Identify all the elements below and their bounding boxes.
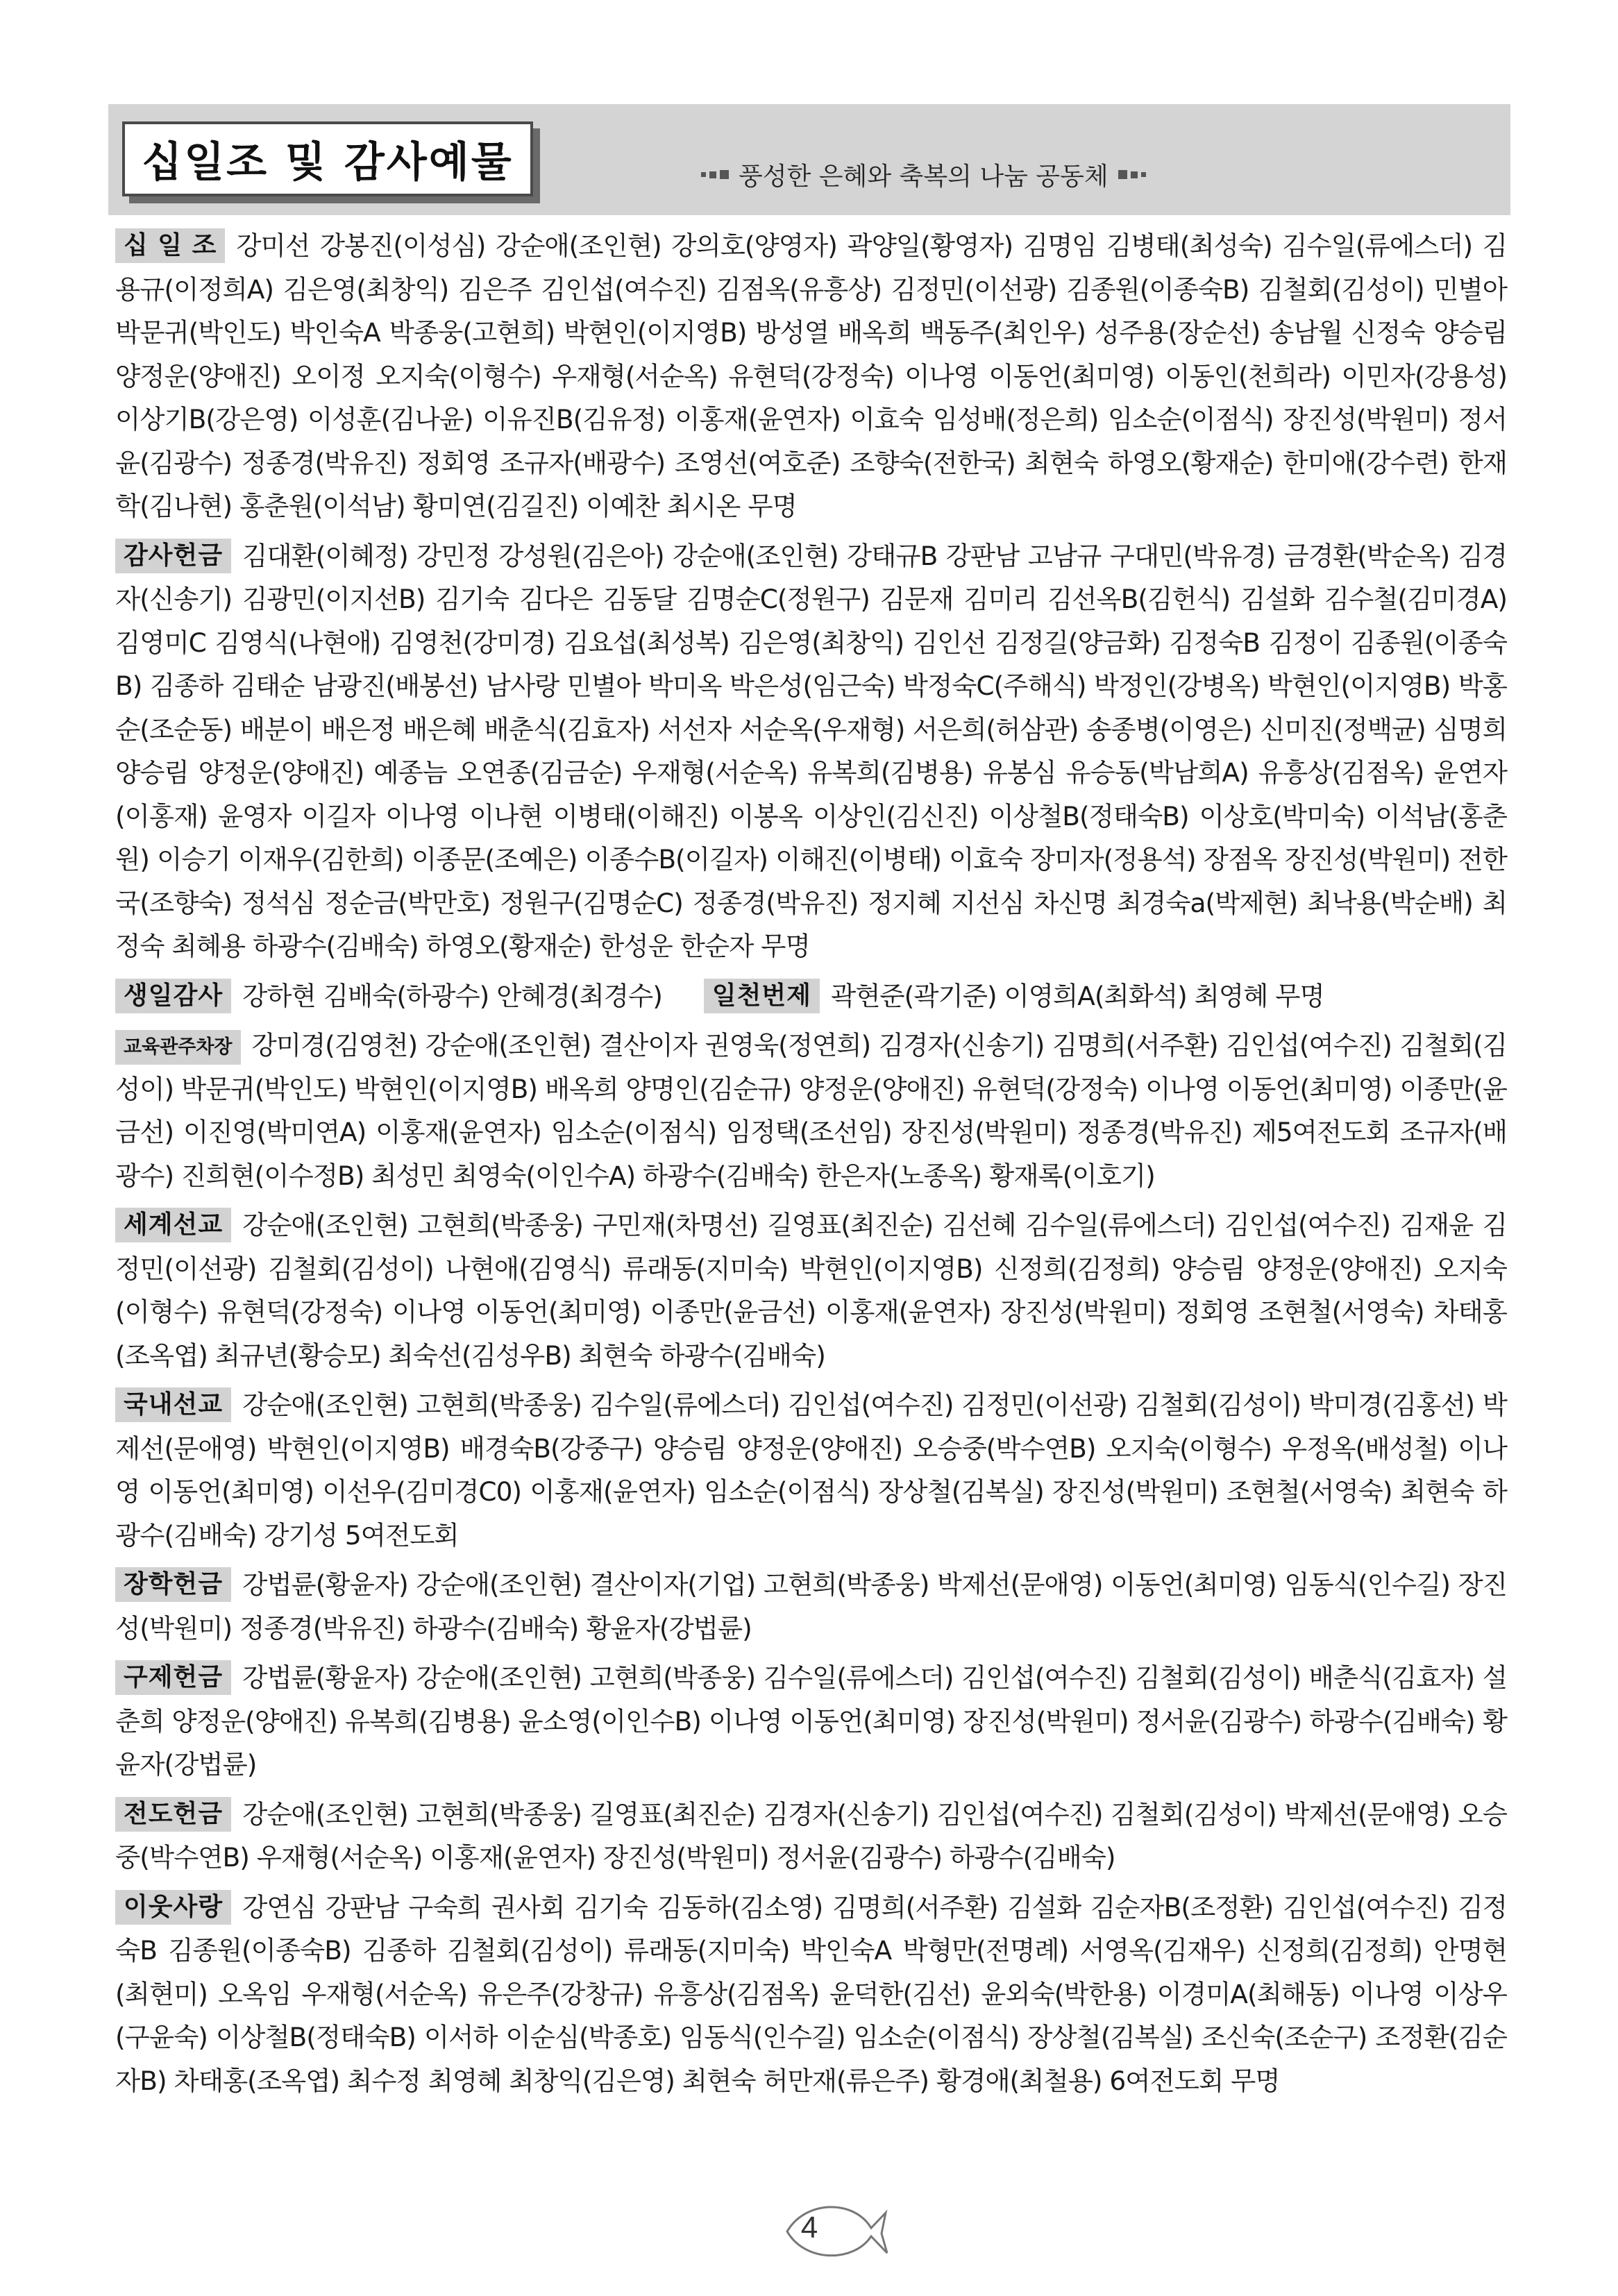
section-world-mission [115,1204,1507,1377]
section-names: 강순애(조인현) 고현희(박종웅) 구민재(차명선) 길영표(최진순) 김선혜 김수일(류에스더) 김인섭(여수진) 김재윤 김정민(이선광) 김철회(김성이) 나현애(김영식) 류래동(지미숙) 박현인(이지영B) 신정희(김정희) 양승림 양정운(양애진) 오지숙(이형수) 유현덕(강정숙) 이나영 이동언(최미영) 이종만(윤금선) 이홍재(윤연자) 장진성(박원미) 정회영 조현철(서영숙) 차태홍(조옥엽) 최규년(황승모) 최숙선(김성우B) 최현숙 하광수(김배숙) [115,1210,1507,1371]
section-names: 강법륜(황윤자) 강순애(조인현) 고현희(박종웅) 김수일(류에스더) 김인섭(여수진) 김철회(김성이) 배춘식(김효자) 설춘희 양정운(양애진) 유복희(김병용) 윤소영(이인수B) 이나영 이동언(최미영) 장진성(박원미) 정서윤(김광수) 하광수(김배숙) 황윤자(강법륜) [115,1662,1507,1780]
section-label: 교육관주차장 [115,1030,241,1065]
section-label: 국내선교 [115,1387,231,1422]
section-evangelism [115,1793,1507,1880]
section-label: 감사헌금 [115,539,231,573]
page-title: 십일조 및 감사예물 [122,121,533,196]
section-label: 이웃사랑 [115,1890,231,1925]
section-names: 강미선 강봉진(이성심) 강순애(조인현) 강의호(양영자) 곽양일(황영자) 김명임 김병태(최성숙) 김수일(류에스더) 김용규(이정희A) 김은영(최창익) 김은주 김인섭(여수진) 김점옥(유흥상) 김정민(이선광) 김종원(이종숙B) 김철회(김성이) 민별아 박문귀(박인도) 박인숙A 박종웅(고현희) 박현인(이지영B) 방성열 배옥희 백동주(최인우) 성주용(장순선) 송남월 신정숙 양승림 양정운(양애진) 오이정 오지숙(이형수) 우재형(서순옥) 유현덕(강정숙) 이나영 이동언(최미영) 이동인(천희라) 이민자(강용성) 이상기B(강은영) 이성훈(김나윤) 이유진B(김유정) 이홍재(윤연자) 이효숙 임성배(정은희) 임소순(이점식) 장진성(박원미) 정서윤(김광수) 정종경(박유진) 정회영 조규자(배광수) 조영선(여호준) 조향숙(전한국) 최현숙 하영오(황재순) 한미애(강수련) 한재학(김나현) 홍춘원(이석남) 황미연(김길진) 이예찬 최시온 무명 [115,230,1507,521]
section-names: 강순애(조인현) 고현희(박종웅) 길영표(최진순) 김경자(신송기) 김인섭(여수진) 김철회(김성이) 박제선(문애영) 오승중(박수연B) 우재형(서순옥) 이홍재(윤연자) 장진성(박원미) 정서윤(김광수) 하광수(김배숙) [115,1798,1507,1873]
left-dots-icon [701,170,729,179]
section-neighbor-love [115,1886,1507,2103]
section-names: 강하현 김배숙(하광수) 안혜경(최경수) [242,980,662,1011]
section-scholarship [115,1563,1507,1650]
section-label: 일천번제 [704,979,820,1013]
section-label: 전도헌금 [115,1797,231,1832]
section-names: 강미경(김영천) 강순애(조인현) 결산이자 권영욱(정연희) 김경자(신송기) 김명희(서주환) 김인섭(여수진) 김철회(김성이) 박문귀(박인도) 박현인(이지영B) 배옥희 양명인(김순규) 양정운(양애진) 유현덕(강정숙) 이나영 이동언(최미영) 이종만(윤금선) 이진영(박미연A) 이홍재(윤연자) 임소순(이점식) 임정택(조선임) 장진성(박원미) 정종경(박유진) 제5여전도회 조규자(배광수) 진희현(이수정B) 최성민 최영숙(이인수A) 하광수(김배숙) 한은자(노종옥) 황재록(이호기) [115,1030,1507,1191]
section-label: 세계선교 [115,1208,231,1242]
section-names: 강연심 강판남 구숙희 권사회 김기숙 김동하(김소영) 김명희(서주환) 김설화 김순자B(조정환) 김인섭(여수진) 김정숙B 김종원(이종숙B) 김종하 김철회(김성이) 류래동(지미숙) 박인숙A 박형만(전명례) 서영옥(김재우) 신정희(김정희) 안명현(최현미) 오옥임 우재형(서순옥) 유은주(강창규) 유흥상(김점옥) 윤덕한(김선) 윤외숙(박한용) 이경미A(최해동) 이나영 이상우(구윤숙) 이상철B(정태숙B) 이서하 이순심(박종호) 임동식(인수길) 임소순(이점식) 장상철(김복실) 조신숙(조순구) 조정환(김순자B) 차태홍(조옥엽) 최수정 최영혜 최창익(김은영) 최현숙 허만재(류은주) 황경애(최철용) 6여전도회 무명 [115,1891,1507,2096]
subtitle-line [701,157,1146,192]
page-number: 4 [800,2211,818,2245]
section-tithe [115,224,1507,528]
section-label: 장학헌금 [115,1567,231,1602]
offering-list [115,224,1507,2102]
section-label: 십 일 조 [115,228,225,263]
section-names: 김대환(이혜정) 강민정 강성원(김은아) 강순애(조인현) 강태규B 강판남 고남규 구대민(박유경) 금경환(박순옥) 김경자(신송기) 김광민(이지선B) 김기숙 김다은 김동달 김명순C(정원구) 김문재 김미리 김선옥B(김헌식) 김설화 김수철(김미경A) 김영미C 김영식(나현애) 김영천(강미경) 김요섭(최성복) 김은영(최창익) 김인선 김정길(양금화) 김정숙B 김정이 김종원(이종숙B) 김종하 김태순 남광진(배봉선) 남사랑 민별아 박미옥 박은성(임근숙) 박정숙C(주해식) 박정인(강병옥) 박현인(이지영B) 박홍순(조순동) 배분이 배은정 배은혜 배춘식(김효자) 서선자 서순옥(우재형) 서은희(허삼관) 송종병(이영은) 신미진(정백균) 심명희 양승림 양정운(양애진) 예종늠 오연종(김금순) 우재형(서순옥) 유복희(김병용) 유봉심 유승동(박남희A) 유흥상(김점옥) 윤연자(이홍재) 윤영자 이길자 이나영 이나현 이병태(이해진) 이봉옥 이상인(김신진) 이상철B(정태숙B) 이상호(박미숙) 이석남(홍춘원) 이승기 이재우(김한희) 이종문(조예은) 이종수B(이길자) 이해진(이병태) 이효숙 장미자(정용석) 장점옥 장진성(박원미) 전한국(조향숙) 정석심 정순금(박만호) 정원구(김명순C) 정종경(박유진) 정지혜 지선심 차신명 최경숙a(박제현) 최낙용(박순배) 최정숙 최혜용 하광수(김배숙) 하영오(황재순) 한성운 한순자 무명 [115,540,1507,961]
section-domestic-mission [115,1383,1507,1557]
right-dots-icon [1118,170,1146,179]
section-relief [115,1656,1507,1787]
section-thanks [115,534,1507,968]
section-names: 강순애(조인현) 고현희(박종웅) 김수일(류에스더) 김인섭(여수진) 김정민(이선광) 김철회(김성이) 박미경(김홍선) 박제선(문애영) 박현인(이지영B) 배경숙B(강중구) 양승림 양정운(양애진) 오승중(박수연B) 오지숙(이형수) 우정옥(배성철) 이나영 이동언(최미영) 이선우(김미경C0) 이홍재(윤연자) 임소순(이점식) 장상철(김복실) 장진성(박원미) 조현철(서영숙) 최현숙 하광수(김배숙) 강기성 5여전도회 [115,1390,1507,1551]
subtitle: 풍성한 은혜와 축복의 나눔 공동체 [739,162,1109,191]
section-pair [115,974,1507,1018]
section-label: 생일감사 [115,979,231,1013]
section-parking [115,1024,1507,1197]
section-birthday [115,974,662,1018]
section-names: 곽현준(곽기준) 이영희A(최화석) 최영혜 무명 [830,980,1324,1011]
section-label: 구제헌금 [115,1660,231,1695]
section-thousand-offering [704,974,1324,1018]
section-names: 강법륜(황윤자) 강순애(조인현) 결산이자(기업) 고현희(박종웅) 박제선(문애영) 이동언(최미영) 임동식(인수길) 장진성(박원미) 정종경(박유진) 하광수(김배숙) 황윤자(강법륜) [115,1569,1507,1644]
